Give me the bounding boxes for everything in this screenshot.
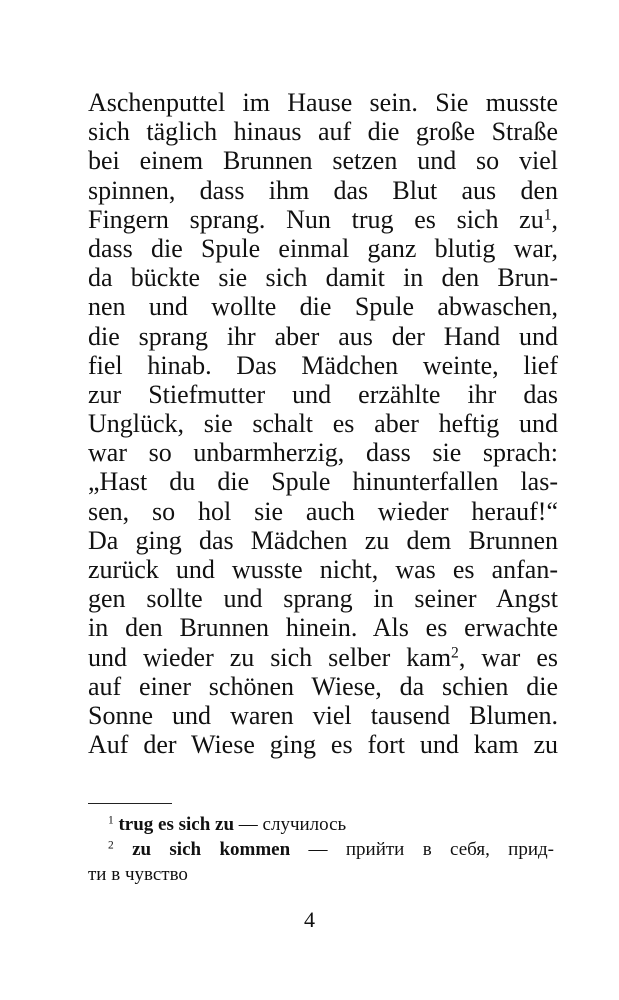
text-segment: Fingern sprang. Nun trug es sich zu — [88, 204, 544, 234]
text-line: nen und wollte die Spule abwaschen, — [88, 292, 558, 322]
text-line: zurück und wusste nicht, was es anfan- — [88, 555, 558, 584]
footnote-1 — [88, 812, 554, 837]
text-segment: , war es — [458, 642, 558, 672]
text-line — [88, 205, 558, 234]
page-number: 4 — [304, 907, 315, 932]
footnote-term: zu sich kommen — [132, 839, 291, 860]
text-line: „Hast du die Spule hinunterfallen las- — [88, 467, 558, 497]
text-line: dass die Spule einmal ganz blutig war, — [88, 233, 558, 263]
text-segment: , — [551, 204, 558, 234]
footnotes — [88, 812, 554, 887]
text-line: gen sollte und sprang in seiner Angst — [88, 584, 558, 614]
text-line: da bückte sie sich damit in den Brun- — [88, 263, 558, 293]
footnote-term: trug es sich zu — [118, 814, 235, 835]
text-line: Auf der Wiese ging es fort und kam zu — [88, 730, 558, 760]
footnote-reference: 1 — [543, 206, 552, 224]
text-line: sen, so hol sie auch wieder herauf!“ — [88, 496, 558, 526]
text-line: spinnen, dass ihm das Blut aus den — [88, 175, 558, 205]
footnote-2-continuation: ти в чувство — [88, 864, 188, 885]
text-line: bei einem Brunnen setzen und so viel — [88, 146, 558, 176]
footnote-2 — [88, 837, 554, 862]
text-line: Sonne und waren viel tausend Blumen. — [88, 700, 558, 730]
footnote-divider — [88, 803, 172, 804]
text-line: auf einer schönen Wiese, da schien die — [88, 671, 558, 701]
text-line: die sprang ihr aber aus der Hand und — [88, 321, 558, 351]
text-line: in den Brunnen hinein. Als es erwachte — [88, 613, 558, 643]
text-segment: und wieder zu sich selber kam — [88, 642, 452, 672]
text-line — [88, 643, 558, 672]
text-line: Da ging das Mädchen zu dem Brunnen — [88, 525, 558, 555]
text-line: fiel hinab. Das Mädchen weinte, lief — [88, 350, 558, 380]
footnote-translation: — случилось — [234, 814, 347, 835]
footnote-marker: 1 — [108, 814, 114, 827]
text-line: Unglück, sie schalt es aber heftig und — [88, 409, 558, 439]
footnote-translation: — прийти в себя, прид- — [290, 839, 554, 860]
footnote-reference: 2 — [451, 643, 459, 661]
text-line: zur Stiefmutter und erzählte ihr das — [88, 379, 558, 409]
footnote-marker: 2 — [108, 839, 114, 852]
main-text — [88, 88, 558, 759]
text-line: Aschenputtel im Hause sein. Sie musste — [88, 88, 558, 117]
text-line: war so unbarmherzig, dass sie sprach: — [88, 438, 558, 468]
text-line: sich täglich hinaus auf die große Straße — [88, 117, 558, 147]
